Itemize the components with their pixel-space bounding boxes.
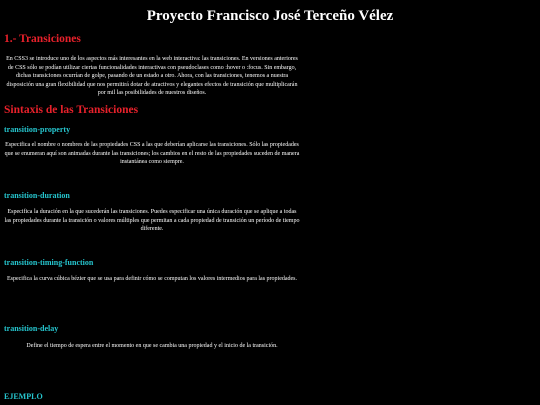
property-name-transition-duration: transition-duration xyxy=(4,191,70,200)
intro-paragraph: En CSS3 se introduce uno de los aspectos más interesantes en la web interactiva: las transiciones. En versiones anteriores de CSS sólo se podían utilizar ciertas funcionalidades interactivas con pseudoclases como :hover o :focus. Sin embargo, dichas transiciones ocurrían de golpe, pasando de un estado a otro. Ahora, con las transiciones, tenemos a nuestra disposición una gran flexibilidad que nos permitirá dotar de atractivos y elegantes efectos de transición que multiplicarán por mil las posibilidades de nuestros diseños. xyxy=(6,56,298,96)
property-name-transition-delay: transition-delay xyxy=(4,324,59,333)
property-name-transition-timing-function: transition-timing-function xyxy=(4,258,94,267)
property-name-transition-property: transition-property xyxy=(4,125,71,134)
syntax-heading: Sintaxis de las Transiciones xyxy=(4,104,139,116)
property-description-transition-timing-function: Especifica la curva cúbica bézier que se usa para definir cómo se computan los valores intermedios para las propiedades. xyxy=(6,276,298,282)
intro-heading: 1.- Transiciones xyxy=(4,33,81,45)
example-heading: EJEMPLO xyxy=(4,392,43,401)
property-description-transition-duration: Especifica la duración en la que sucederán las transiciones. Puedes especificar una única duración que se aplique a todas las propiedades durante la transición o valores múltiples que permitan a cada propiedad de transición un período de tiempo diferente. xyxy=(4,209,300,232)
property-description-transition-property: Especifica el nombre o nombres de las propiedades CSS a las que deberían aplicarse las transiciones. Sólo las propiedades que se enumeran aquí son animadas durante las transiciones; los cambios en el resto de las propiedades suceden de manera instantánea como siempre. xyxy=(4,142,300,165)
property-description-transition-delay: Define el tiempo de espera entre el momento en que se cambia una propiedad y el inicio de la transición. xyxy=(26,343,278,349)
page-title: Proyecto Francisco José Terceño Vélez xyxy=(146,8,394,24)
